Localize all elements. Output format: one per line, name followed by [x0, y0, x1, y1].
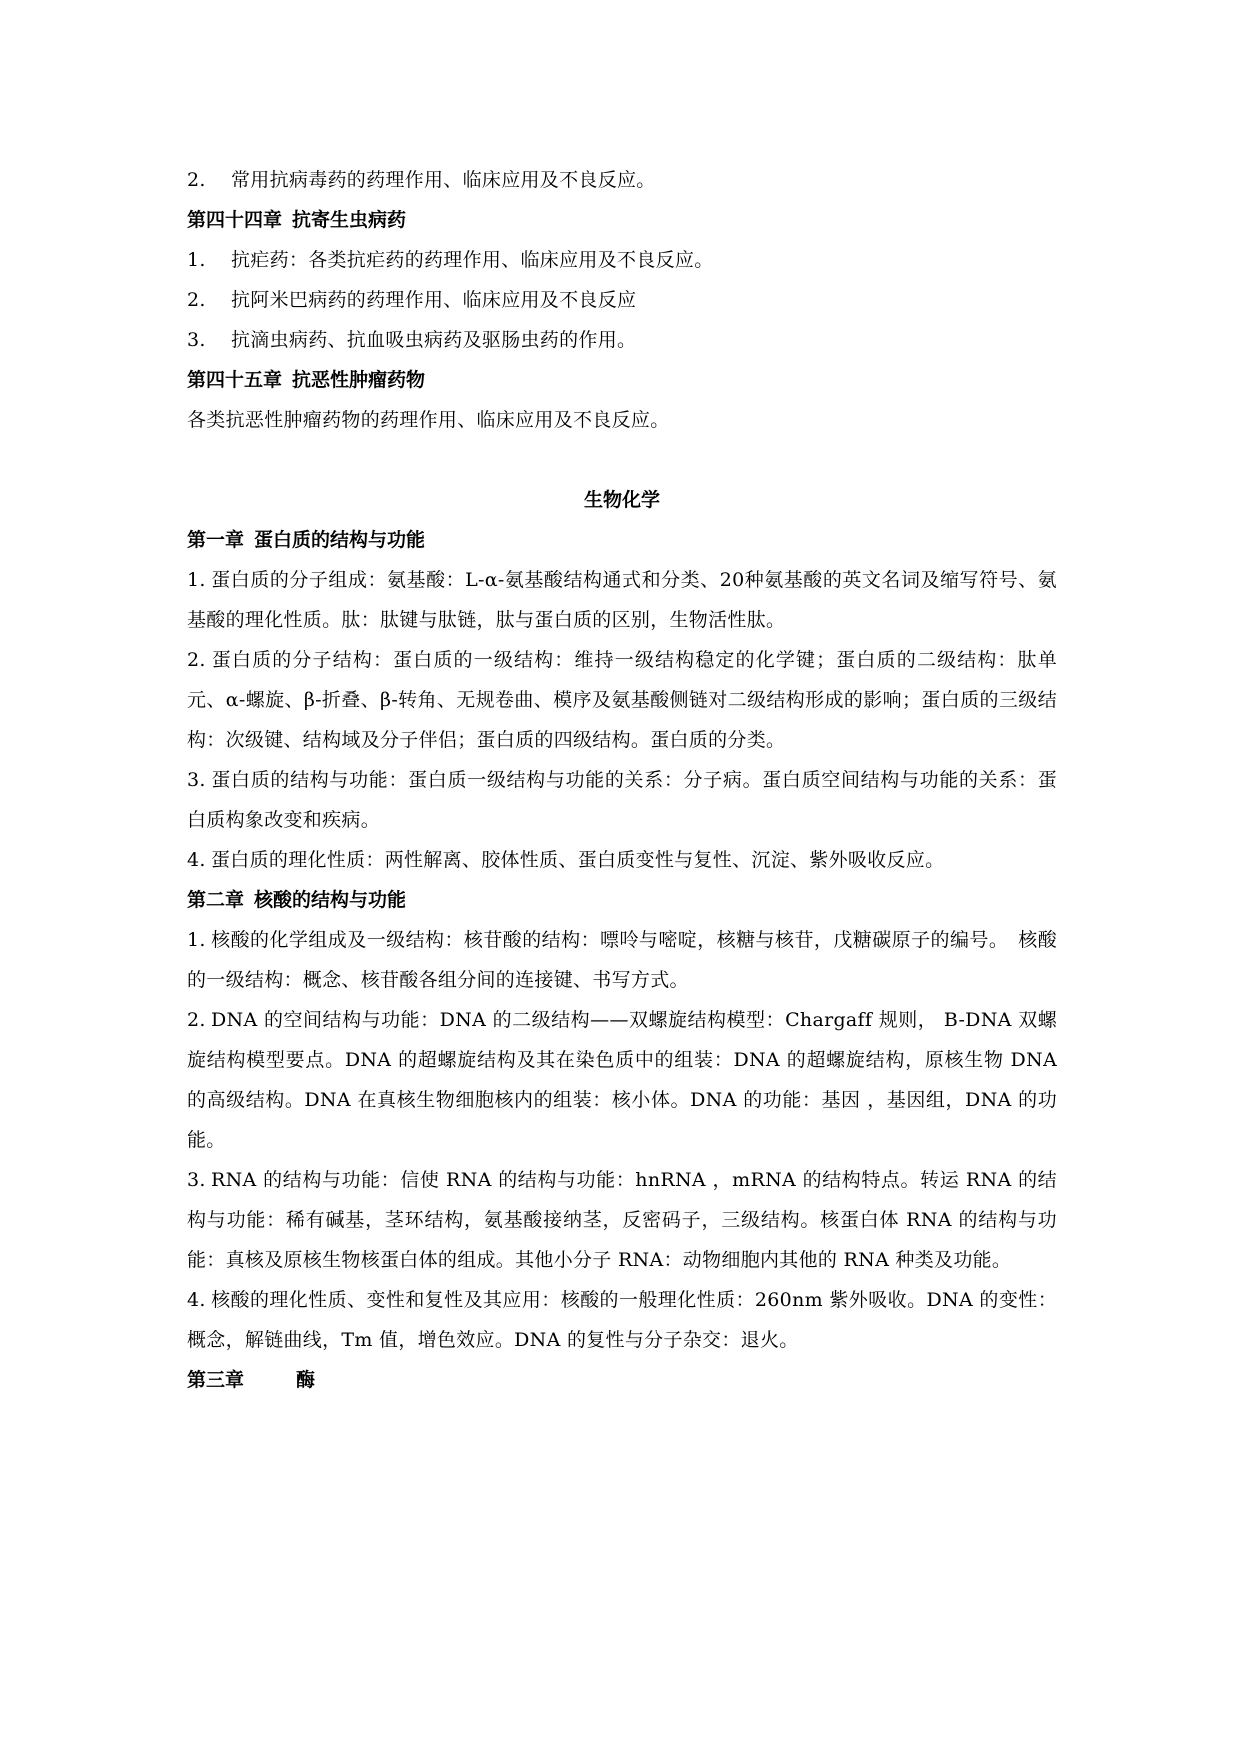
list-item — [187, 160, 1057, 200]
item-text: 抗滴虫病药、抗血吸虫病药及驱肠虫药的作用。 — [231, 329, 637, 351]
section-title: 生物化学 — [583, 489, 660, 511]
list-item — [187, 1280, 1057, 1360]
item-text: RNA 的结构与功能：信使 RNA 的结构与功能：hnRNA ，mRNA 的结构特点。转运 RNA 的结构与功能：稀有碱基，茎环结构，氨基酸接纳茎，反密码子，三级结构。核蛋白体 RNA 的结构与功能：真核及原核生物核蛋白体的组成。其他小分子 RNA：动物细胞内其他的 RNA 种类及功能。 — [187, 1169, 1057, 1271]
list-item — [187, 1000, 1057, 1160]
item-text: 蛋白质的理化性质：两性解离、胶体性质、蛋白质变性与复性、沉淀、紫外吸收反应。 — [211, 849, 945, 871]
chapter-number: 第四十五章 — [187, 369, 283, 391]
item-number: 2. — [187, 649, 206, 671]
item-text: 蛋白质的分子组成：氨基酸：L-α-氨基酸结构通式和分类、20种氨基酸的英文名词及缩写符号、氨基酸的理化性质。肽：肽键与肽链，肽与蛋白质的区别，生物活性肽。 — [187, 569, 1057, 631]
chapter-title: 蛋白质的结构与功能 — [254, 529, 426, 551]
item-text: 核酸的化学组成及一级结构：核苷酸的结构：嘌呤与嘧啶，核糖与核苷，戊糖碳原子的编号。 核酸的一级结构：概念、核苷酸各组分间的连接键、书写方式。 — [187, 929, 1057, 991]
list-item — [187, 920, 1057, 1000]
chapter-title: 核酸的结构与功能 — [254, 889, 407, 911]
list-item — [187, 840, 1057, 880]
list-item — [187, 320, 1057, 360]
list-item — [187, 240, 1057, 280]
item-text: 蛋白质的结构与功能：蛋白质一级结构与功能的关系：分子病。蛋白质空间结构与功能的关系：蛋白质构象改变和疾病。 — [187, 769, 1057, 831]
item-number: 2. — [187, 169, 206, 191]
chapter-heading-3 — [187, 1360, 1057, 1400]
item-text: 蛋白质的分子结构：蛋白质的一级结构：维持一级结构稳定的化学键；蛋白质的二级结构：肽单元、α-螺旋、β-折叠、β-转角、无规卷曲、模序及氨基酸侧链对二级结构形成的影响；蛋白质的三级结构：次级键、结构域及分子伴侣；蛋白质的四级结构。蛋白质的分类。 — [187, 649, 1057, 751]
chapter-title: 抗恶性肿瘤药物 — [292, 369, 426, 391]
chapter-heading-45 — [187, 360, 1057, 400]
item-number: 2. — [187, 289, 206, 311]
chapter-number: 第三章 — [187, 1369, 245, 1391]
list-item — [187, 560, 1057, 640]
chapter-number: 第四十四章 — [187, 209, 283, 231]
chapter-heading-44 — [187, 200, 1057, 240]
item-number: 3. — [187, 769, 206, 791]
item-text: 常用抗病毒药的药理作用、临床应用及不良反应。 — [231, 169, 656, 191]
item-number: 1. — [187, 569, 206, 591]
item-text: 核酸的理化性质、变性和复性及其应用：核酸的一般理化性质：260nm 紫外吸收。DNA 的变性：概念，解链曲线，Tm 值，增色效应。DNA 的复性与分子杂交：退火。 — [187, 1289, 1057, 1351]
list-item — [187, 760, 1057, 840]
chapter-heading-2 — [187, 880, 1057, 920]
chapter-number: 第一章 — [187, 529, 245, 551]
paragraph: 各类抗恶性肿瘤药物的药理作用、临床应用及不良反应。 — [187, 409, 670, 431]
item-number: 1. — [187, 929, 206, 951]
item-text: DNA 的空间结构与功能：DNA 的二级结构——双螺旋结构模型：Chargaff 规则， B-DNA 双螺旋结构模型要点。DNA 的超螺旋结构及其在染色质中的组装：DNA 的超螺旋结构，原核生物 DNA 的高级结构。DNA 在真核生物细胞核内的组装：核小体。DNA 的功能：基因 ，基因组，DNA 的功能。 — [187, 1009, 1057, 1151]
item-number: 3. — [187, 1169, 206, 1191]
item-number: 4. — [187, 849, 206, 871]
item-number: 4. — [187, 1289, 206, 1311]
item-text: 抗疟药：各类抗疟药的药理作用、临床应用及不良反应。 — [231, 249, 714, 271]
chapter-title: 抗寄生虫病药 — [292, 209, 407, 231]
chapter-number: 第二章 — [187, 889, 245, 911]
item-number: 3. — [187, 329, 206, 351]
item-text: 抗阿米巴病药的药理作用、临床应用及不良反应 — [231, 289, 637, 311]
document-page — [187, 160, 1057, 1400]
list-item — [187, 640, 1057, 760]
chapter-title: 酶 — [296, 1369, 316, 1391]
chapter-heading-1 — [187, 520, 1057, 560]
list-item — [187, 1160, 1057, 1280]
list-item — [187, 280, 1057, 320]
item-number: 2. — [187, 1009, 206, 1031]
item-number: 1. — [187, 249, 206, 271]
